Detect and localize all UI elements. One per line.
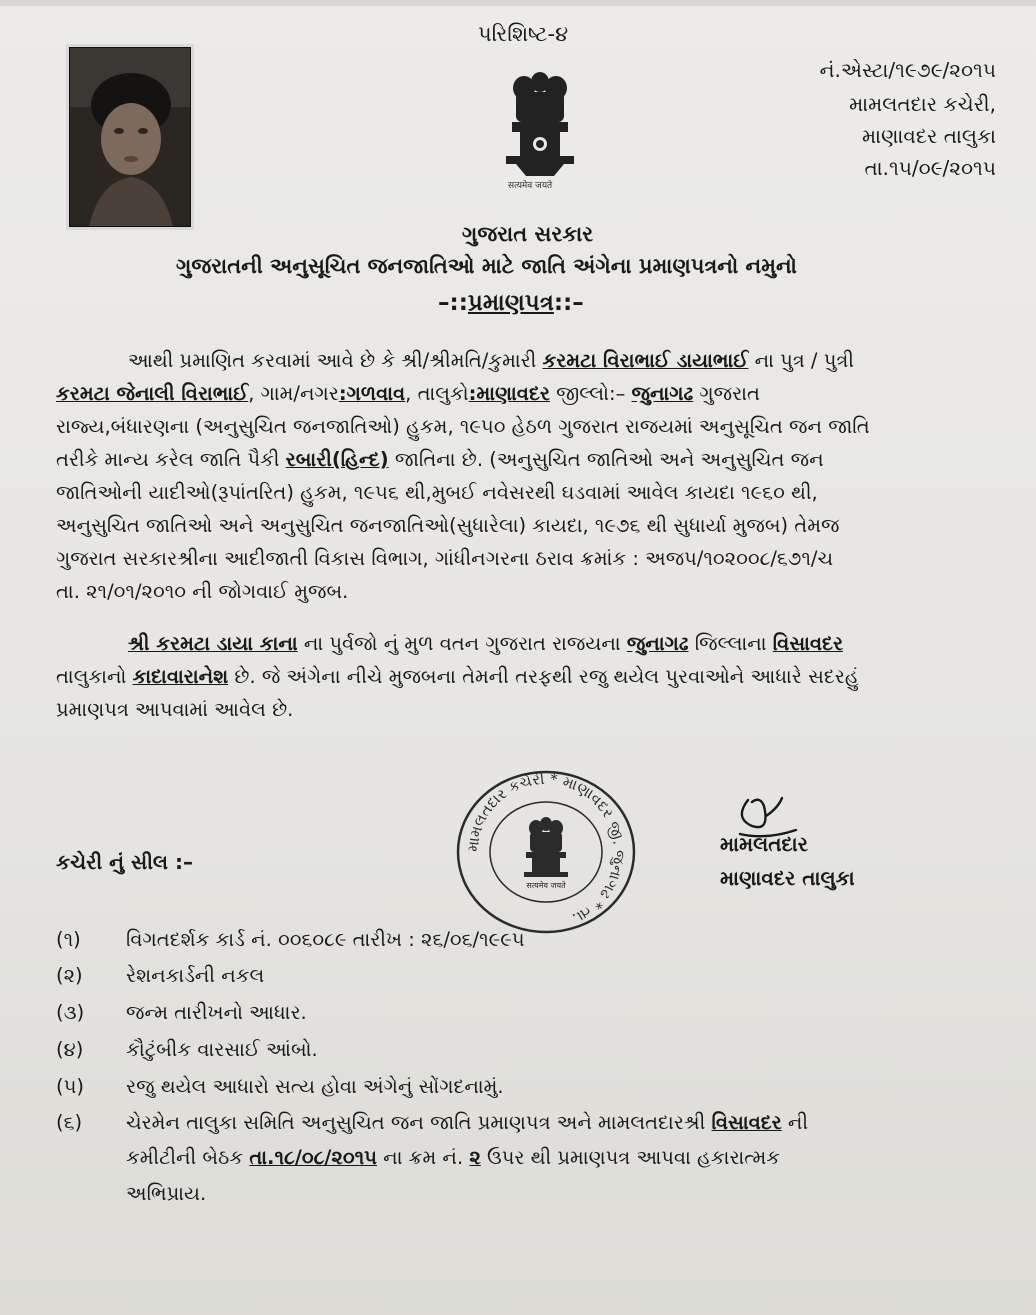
para1-line8: તા. ૨૧/૦૧/૨૦૧૦ ની જોગવાઈ મુજબ. bbox=[56, 580, 349, 603]
office-taluka: માણાવદર તાલુકા bbox=[862, 124, 996, 148]
signatory-title: મામલતદાર bbox=[720, 832, 808, 856]
government-title: ગુજરાત સરકાર bbox=[462, 222, 594, 246]
village-name: :ગળવાવ bbox=[338, 382, 406, 405]
child-name: કરમટા જેનાલી વિરાભાઈ bbox=[56, 382, 249, 405]
emblem-motto: सत्यमेव जयते bbox=[508, 181, 553, 191]
certificate-page: પરિશિષ્ટ-૪ सत्यमेव जयते નં.એસ્ટા/૧૯૭૯/૨૦૧૫ મામલતદાર કચેરી, માણાવદર તાલુકા તા.૧૫/૦૯/૨૦૧૫ ગુજરાત સરકાર ગુજરાતની અનુસૂચિત જનજાતિઓ માટે જાતિ અંગેના પ્રમાણપત્રનો નમુનો –::પ્રમાણપત્ર::– આથી પ્રમાણિત કરવામાં આવે છે કે શ્રી/શ્રીમતિ/કુમારી કરમટા વિરાભાઈ ડાયાભાઈ ના પુત્ર / પુત્રી કરમટા જેનાલી વિરાભાઈ, ગામ/નગર:ગળવાવ, તાલુકો:માણાવદર જીલ્લો:– જુનાગઢ ગુજરાત રાજ્ય,બંધારણના (અનુસુચિત જનજાતિઓ) હુકમ, ૧૯૫૦ હેઠળ ગુજરાત રાજયમાં અનુસૂચિત જન જાતિ તરીકે માન્ય કરેલ જાતિ પૈકી રબારી(હિન્દ) જાતિના છે. (અનુસુચિત જાતિઓ અને અનુસુચિત જન જાતિઓની યાદીઓ(રૂપાંતરિત) હુકમ, ૧૯૫૬ થી,મુબઈ નવેસરથી ઘડવામાં આવેલ કાયદા ૧૯૬૦ થી, અનુસુચિત જાતિઓ અને અનુસુચિત જનજાતિઓ(સુધારેલા) કાયદા, ૧૯૭૬ થી સુધાર્યા મુજબ) તેમજ ગુજરાત સરકારશ્રીના આદીજાતી વિકાસ વિભાગ, ગાંધીનગરના ઠરાવ ક્રમાંક : અજપ/૧૦૨૦૦૮/૬૭૧/ચ તા. ૨૧/૦૧/૨૦૧૦ ની જોગવાઈ મુજબ. શ્રી કરમટા ડાયા કાના ના પુર્વજો નું મુળ વતન ગુજરાત રાજયના જુનાગઢ જિલ્લાના વિસાવદર તાલુકાનો કાદાવારાનેશ છે. જે અંગેના નીચે મુજબના તેમની તરફથી રજુ થયેલ પુરવાઓને આધારે સદરહું પ્રમાણપત્ર આપવામાં આવેલ છે. મામલતદાર કચેરી * માણાવદર જી. જુનાગઢ * તા. सत्यमेव जयते મામલતદાર માણાવદર તાલુકા કચેરી નું સીલ :– (૧) વિગતદર્શક કાર્ડ નં. ૦૦૬૦૮૯ તારીખ : ૨૬/૦૬/૧૯૯૫ (૨) રેશનકાર્ડની નકલ (૩) જન્મ તારીખનો આધાર. (૪) કૌટુંબીક વારસાઈ આંબો. (૫) રજુ થયેલ આધારો સત્ય હોવા અંગેનું સોંગદનામું. (૬) ચેરમેન તાલુકા સમિતિ અનુસુચિત જન જાતિ પ્રમાણપત્ર અને મામલતદારશ્રી વિસાવદર ની કમીટીની બેઠક તા.૧૮/૦૮/૨૦૧૫ ના ક્રમ નં. ૨ ઉપર થી પ્રમાણપત્ર આપવા હકારાત્મક અભિપ્રાય. bbox=[0, 0, 1036, 1315]
appendix-label: પરિશિષ્ટ-૪ bbox=[478, 22, 569, 46]
para2-line3: પ્રમાણપત્ર આપવામાં આવેલ છે. bbox=[56, 698, 294, 721]
office-round-stamp bbox=[452, 766, 640, 938]
applicant-photo bbox=[66, 44, 194, 230]
para1-line1: આથી પ્રમાણિત કરવામાં આવે છે કે શ્રી/શ્રીમતિ/કુમારી કરમટા વિરાભાઈ ડાયાભાઈ ના પુત્ર / પુત્રી bbox=[128, 349, 854, 372]
page-edge-shadow bbox=[0, 0, 1036, 6]
para1-line6: અનુસુચિત જાતિઓ અને અનુસુચિત જનજાતિઓ(સુધારેલા) કાયદા, ૧૯૭૬ થી સુધાર્યા મુજબ) તેમજ bbox=[56, 514, 840, 537]
signatory-taluka: માણાવદર તાલુકા bbox=[720, 866, 855, 890]
para1-line7: ગુજરાત સરકારશ્રીના આદીજાતી વિકાસ વિભાગ, ગાંધીનગરના ઠરાવ ક્રમાંક : અજપ/૧૦૨૦૦૮/૬૭૧/ચ bbox=[56, 547, 834, 570]
svg-text:મામલતદાર કચેરી * માણાવદર જી. જ: મામલતદાર કચેરી * માણાવદર જી. જુનાગઢ * તા. bbox=[463, 769, 629, 929]
para1-line4: તરીકે માન્ય કરેલ જાતિ પૈકી રબારી(હિન્દ) જાતિના છે. (અનુસુચિત જાતિઓ અને અનુસુચિત જન bbox=[56, 448, 824, 471]
form-subtitle: ગુજરાતની અનુસૂચિત જનજાતિઓ માટે જાતિ અંગેના પ્રમાણપત્રનો નમુનો bbox=[176, 254, 797, 278]
para1-line3: રાજ્ય,બંધારણના (અનુસુચિત જનજાતિઓ) હુકમ, ૧૯૫૦ હેઠળ ગુજરાત રાજયમાં અનુસૂચિત જન જાતિ bbox=[56, 415, 870, 438]
issue-date: તા.૧૫/૦૯/૨૦૧૫ bbox=[864, 156, 996, 180]
caste-name: રબારી(હિન્દ) bbox=[285, 448, 389, 471]
svg-text:सत्यमेव जयते: सत्यमेव जयते bbox=[526, 881, 566, 890]
meeting-date: તા.૧૮/૦૮/૨૦૧૫ bbox=[249, 1146, 377, 1169]
office-name: મામલતદાર કચેરી, bbox=[849, 92, 996, 116]
native-village: કાદાવારાનેશ bbox=[132, 665, 229, 688]
certificate-heading: –::પ્રમાણપત્ર::– bbox=[438, 290, 584, 316]
father-name: કરમટા વિરાભાઈ ડાયાભાઈ bbox=[542, 349, 749, 372]
national-emblem bbox=[494, 66, 586, 190]
para2-line1: શ્રી કરમટા ડાયા કાના ના પુર્વજો નું મુળ વતન ગુજરાત રાજયના જુનાગઢ જિલ્લાના વિસાવદર bbox=[128, 632, 844, 655]
para2-line2: તાલુકાનો કાદાવારાનેશ છે. જે અંગેના નીચે મુજબના તેમની તરફથી રજુ થયેલ પુરવાઓને આધારે સદરહું bbox=[56, 665, 859, 688]
office-seal-label: કચેરી નું સીલ :– bbox=[56, 850, 194, 874]
ancestor-name: શ્રી કરમટા ડાયા કાના bbox=[128, 632, 298, 655]
para1-line5: જાતિઓની યાદીઓ(રૂપાંતરિત) હુકમ, ૧૯૫૬ થી,મુબઈ નવેસરથી ઘડવામાં આવેલ કાયદા ૧૯૬૦ થી, bbox=[56, 481, 818, 504]
district-name: જુનાગઢ bbox=[631, 382, 694, 405]
taluka-name: :માણાવદર bbox=[468, 382, 550, 405]
reference-number: નં.એસ્ટા/૧૯૭૯/૨૦૧૫ bbox=[819, 58, 996, 82]
para1-line2: કરમટા જેનાલી વિરાભાઈ, ગામ/નગર:ગળવાવ, તાલુકો:માણાવદર જીલ્લો:– જુનાગઢ ગુજરાત bbox=[56, 382, 760, 405]
